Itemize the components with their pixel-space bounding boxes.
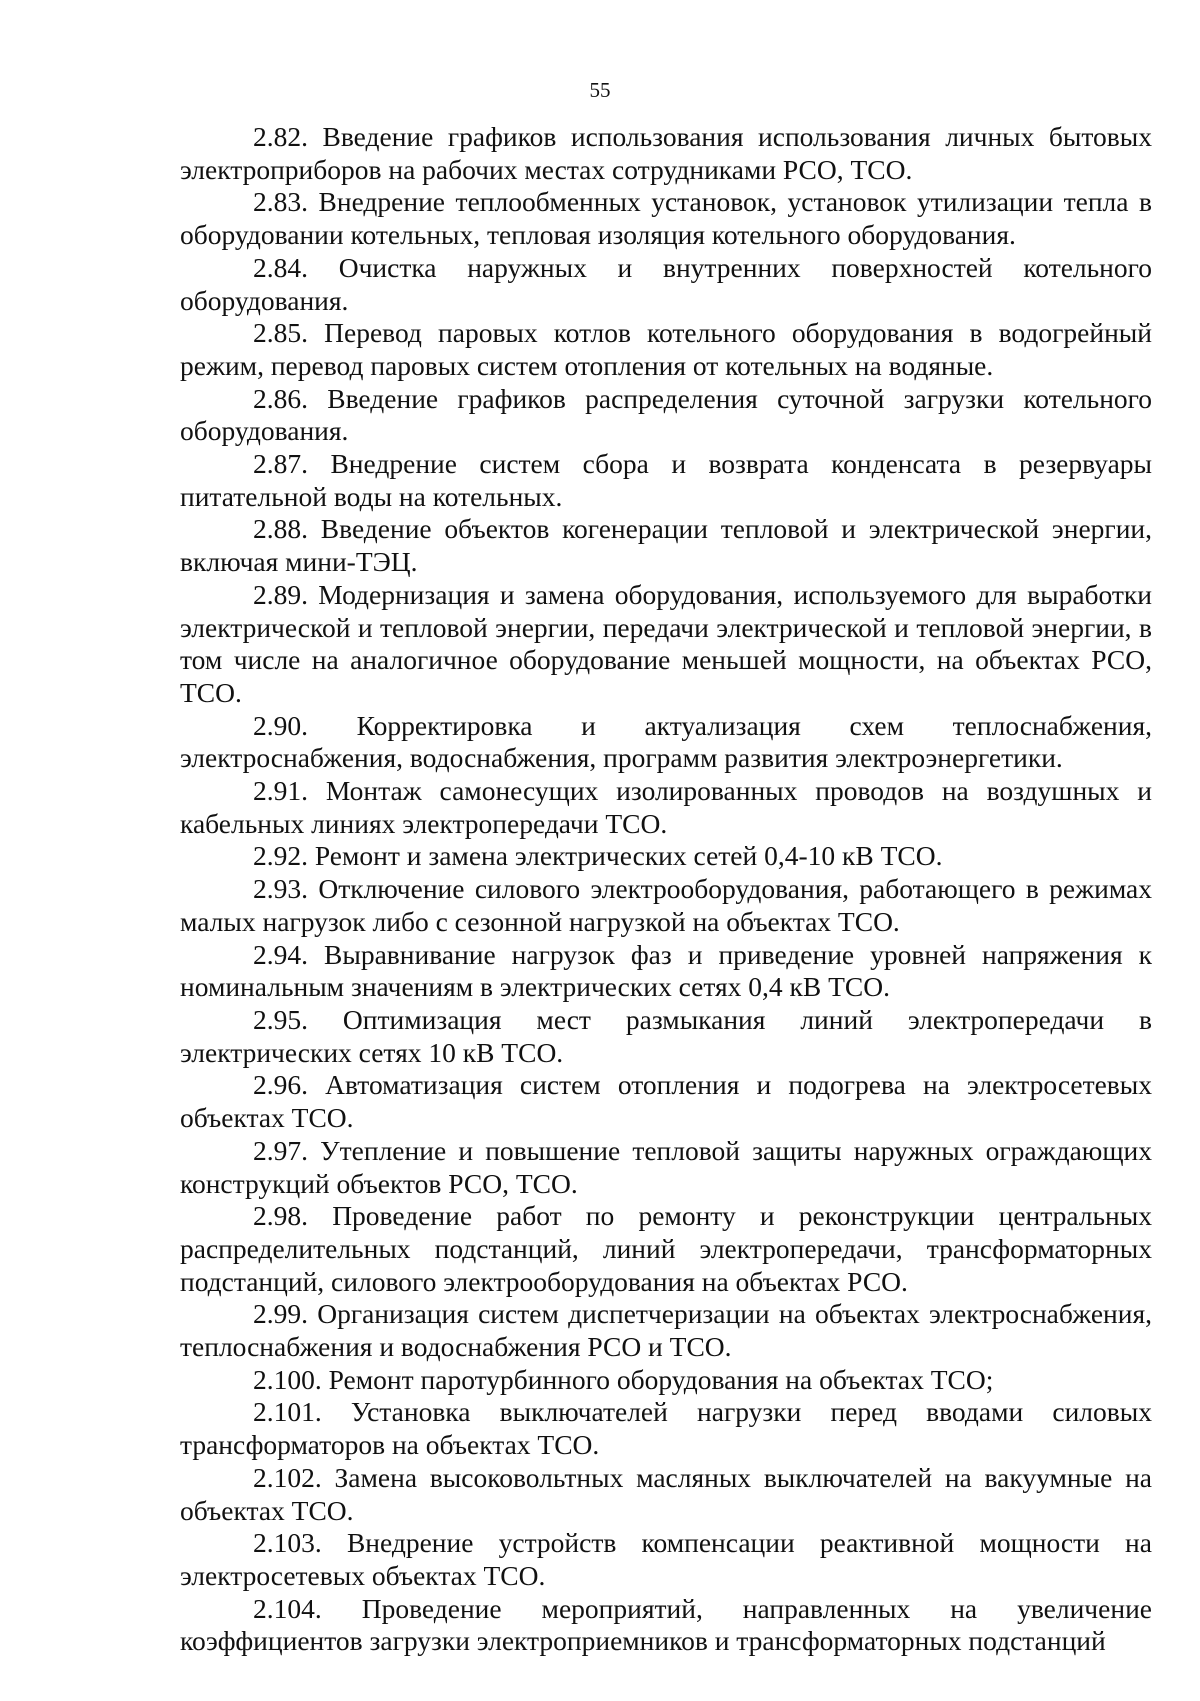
paragraph-2-94: 2.94. Выравнивание нагрузок фаз и приведение уровней напряжения к номинальным значениям в электрических сетях 0,4 кВ ТСО. bbox=[180, 938, 1152, 1003]
paragraph-2-98: 2.98. Проведение работ по ремонту и реконструкции центральных распределительных подстанций, линий электропередачи, трансформаторных подстанций, силового электрооборудования на объектах РСО. bbox=[180, 1200, 1152, 1297]
paragraph-2-99: 2.99. Организация систем диспетчеризации на объектах электроснабжения, теплоснабжения и водоснабжения РСО и ТСО. bbox=[180, 1298, 1152, 1363]
paragraph-2-101: 2.101. Установка выключателей нагрузки перед вводами силовых трансформаторов на объектах ТСО. bbox=[180, 1396, 1152, 1461]
paragraph-2-84: 2.84. Очистка наружных и внутренних поверхностей котельного оборудования. bbox=[180, 251, 1152, 316]
paragraph-2-95: 2.95. Оптимизация мест размыкания линий электропередачи в электрических сетях 10 кВ ТСО. bbox=[180, 1003, 1152, 1068]
paragraph-2-85: 2.85. Перевод паровых котлов котельного оборудования в водогрейный режим, перевод паровых систем отопления от котельных на водяные. bbox=[180, 317, 1152, 381]
paragraph-2-104: 2.104. Проведение мероприятий, направленных на увеличение коэффициентов загрузки электроприемников и трансформаторных подстанций bbox=[180, 1592, 1152, 1657]
paragraph-2-88: 2.88. Введение объектов когенерации тепловой и электрической энергии, включая мини-ТЭЦ. bbox=[180, 513, 1152, 578]
paragraph-2-103: 2.103. Внедрение устройств компенсации реактивной мощности на электросетевых объектах ТСО. bbox=[180, 1527, 1152, 1591]
paragraph-2-90: 2.90. Корректировка и актуализация схем теплоснабжения, электроснабжения, водоснабжения, программ развития электроэнергетики. bbox=[180, 709, 1152, 774]
paragraph-2-86: 2.86. Введение графиков распределения суточной загрузки котельного оборудования. bbox=[180, 382, 1152, 447]
paragraph-2-102: 2.102. Замена высоковольтных масляных выключателей на вакуумные на объектах ТСО. bbox=[180, 1461, 1152, 1526]
document-body bbox=[180, 121, 1152, 1658]
paragraph-2-87: 2.87. Внедрение систем сбора и возврата конденсата в резервуары питательной воды на котельных. bbox=[180, 448, 1152, 512]
paragraph-2-91: 2.91. Монтаж самонесущих изолированных проводов на воздушных и кабельных линиях электропередачи ТСО. bbox=[180, 775, 1152, 839]
paragraph-2-83: 2.83. Внедрение теплообменных установок, установок утилизации тепла в оборудовании котельных, тепловая изоляция котельного оборудования. bbox=[180, 186, 1152, 251]
paragraph-2-100: 2.100. Ремонт паротурбинного оборудования на объектах ТСО; bbox=[253, 1363, 994, 1395]
paragraph-2-89: 2.89. Модернизация и замена оборудования, используемого для выработки электрической и тепловой энергии, передачи электрической и тепловой энергии, в том числе на аналогичное оборудование меньшей мощности, на объектах РСО, ТСО. bbox=[180, 578, 1152, 708]
paragraph-2-92: 2.92. Ремонт и замена электрических сетей 0,4-10 кВ ТСО. bbox=[253, 840, 943, 872]
paragraph-2-93: 2.93. Отключение силового электрооборудования, работающего в режимах малых нагрузок либо с сезонной нагрузкой на объектах ТСО. bbox=[180, 873, 1152, 937]
paragraph-2-96: 2.96. Автоматизация систем отопления и подогрева на электросетевых объектах ТСО. bbox=[180, 1069, 1152, 1134]
page-number: 55 bbox=[589, 78, 611, 102]
paragraph-2-97: 2.97. Утепление и повышение тепловой защиты наружных ограждающих конструкций объектов РСО, ТСО. bbox=[180, 1134, 1152, 1199]
paragraph-2-82: 2.82. Введение графиков использования использования личных бытовых электроприборов на рабочих местах сотрудниками РСО, ТСО. bbox=[180, 121, 1152, 185]
